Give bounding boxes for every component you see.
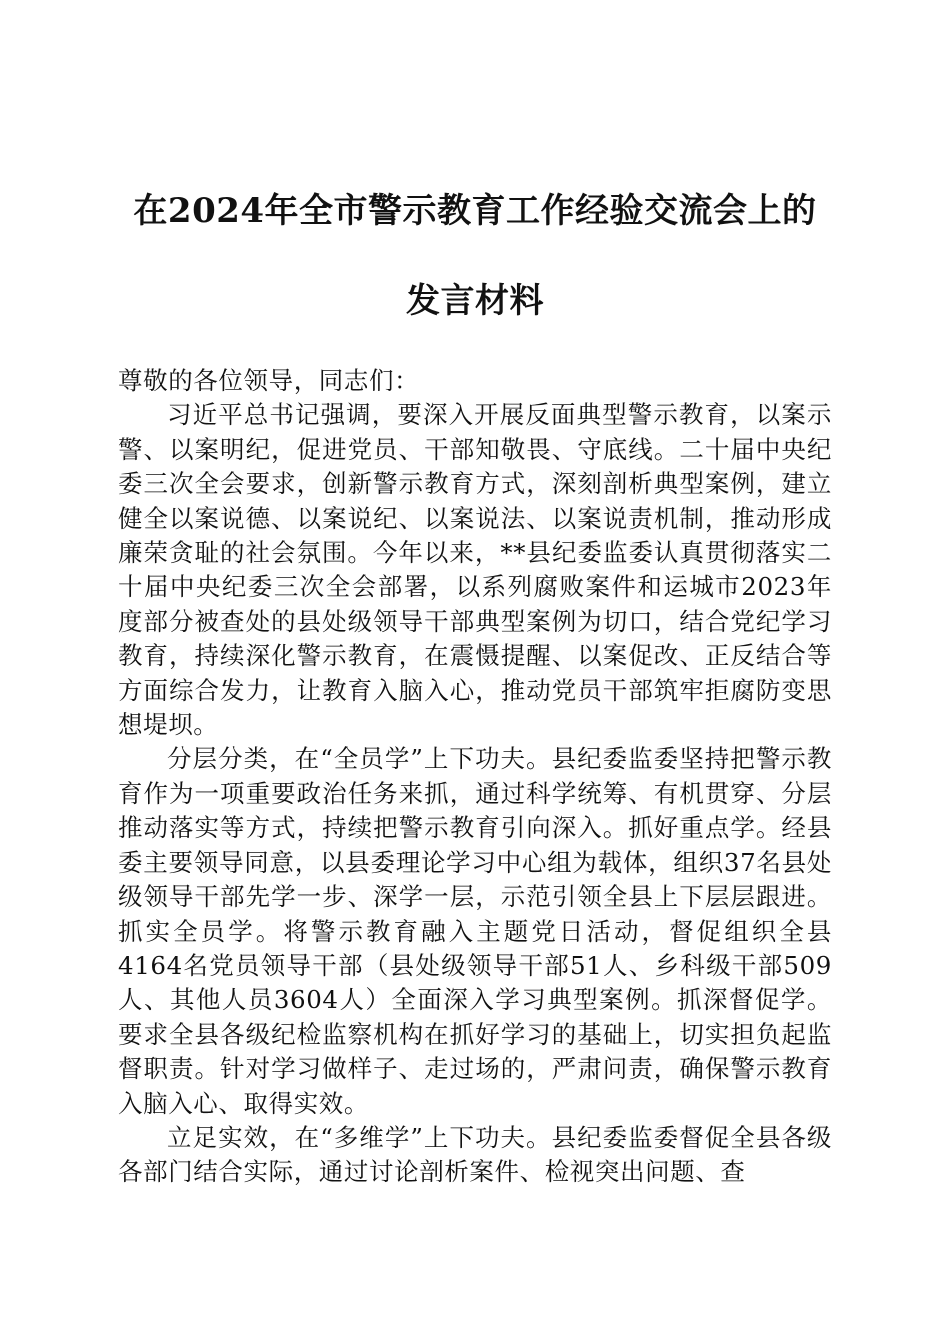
- title-line-2: 发言材料: [406, 281, 544, 321]
- salutation: 尊敬的各位领导，同志们：: [118, 366, 420, 395]
- document-title: [118, 166, 832, 346]
- paragraph-2: 分层分类，在“全员学”上下功夫。县纪委监委坚持把警示教育作为一项重要政治任务来抓，通过科学统筹、有机贯穿、分层推动落实等方式，持续把警示教育引向深入。抓好重点学。经县委主要领导同意，以县委理论学习中心组为载体，组织37名县处级领导干部先学一步、深学一层，示范引领全县上下层层跟进。抓实全员学。将警示教育融入主题党日活动，督促组织全县4164名党员领导干部（县处级领导干部51人、乡科级干部509人、其他人员3604人）全面深入学习典型案例。抓深督促学。要求全县各级纪检监察机构在抓好学习的基础上，切实担负起监督职责。针对学习做样子、走过场的，严肃问责，确保警示教育入脑入心、取得实效。: [118, 744, 832, 1118]
- paragraph-3: 立足实效，在“多维学”上下功夫。县纪委监委督促全县各级各部门结合实际，通过讨论剖析案件、检视突出问题、查: [118, 1122, 832, 1187]
- document-body: [118, 364, 832, 1190]
- paragraph-1: 习近平总书记强调，要深入开展反面典型警示教育，以案示警、以案明纪，促进党员、干部知敬畏、守底线。二十届中央纪委三次全会要求，创新警示教育方式，深刻剖析典型案例，建立健全以案说德、以案说纪、以案说法、以案说责机制，推动形成廉荣贪耻的社会氛围。今年以来，**县纪委监委认真贯彻落实二十届中央纪委三次全会部署，以系列腐败案件和运城市2023年度部分被查处的县处级领导干部典型案例为切口，结合党纪学习教育，持续深化警示教育，在震慑提醒、以案促改、正反结合等方面综合发力，让教育入脑入心，推动党员干部筑牢拒腐防变思想堤坝。: [118, 400, 832, 740]
- title-line-1: 在2024年全市警示教育工作经验交流会上的: [133, 191, 817, 231]
